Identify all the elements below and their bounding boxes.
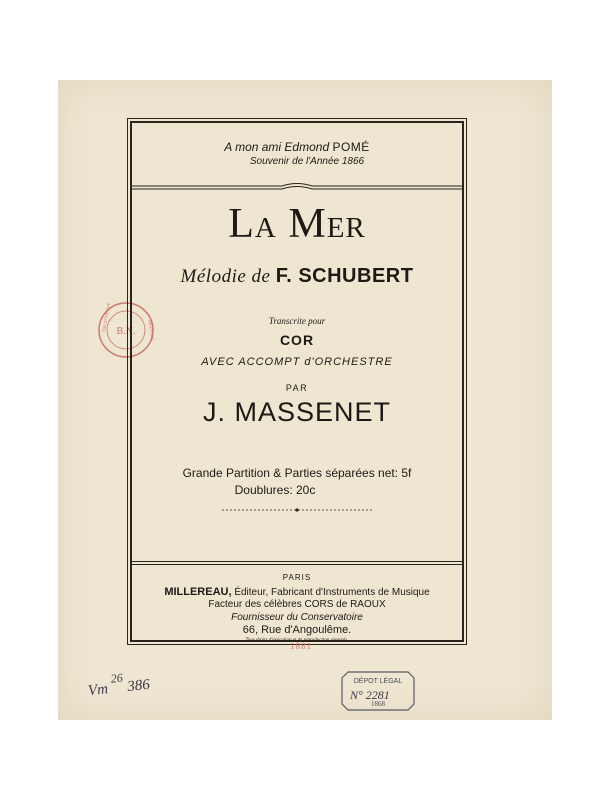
publisher-name: MILLEREAU, [164,586,232,598]
legal-deposit-title: DÉPOT LÉGAL [353,678,403,685]
publisher-city: PARIS [282,573,312,582]
plate-number: 1881 [290,641,312,651]
price-full-score: Grande Partition & Parties séparées net: 5f [182,466,412,480]
library-stamp-left: BIBLIOTHÈQUE [101,302,112,333]
instrument: COR [279,332,315,348]
legal-deposit-year: 1868 [371,700,385,708]
subtitle-prefix: Mélodie de [180,266,271,287]
ornamental-divider [222,507,372,513]
dedication-line [132,140,462,154]
price-doubles: Doublures: 20c [234,483,316,497]
shelfmark-prefix: Vm [87,681,109,700]
by-label: PAR [285,383,309,393]
shelfmark-number: 26 [109,670,124,686]
publisher-rule-bottom [132,564,462,565]
shelfmark-item: 386 [126,676,151,696]
dedicatee-name: POMÉ [332,140,370,154]
shelfmark [87,670,151,700]
legal-deposit-number: N° 2281 [350,688,390,702]
publisher-line [132,586,462,598]
page-title: La Mer [228,201,366,247]
rights-notice: Tous droits d'exécution et de reproduction réservés. [245,638,349,643]
composer-name: F. SCHUBERT [275,265,414,287]
score-title-page [58,80,552,720]
dedication-souvenir: Souvenir de l'Année 1866 [249,156,365,167]
publisher-supplier: Fournisseur du Conservatoire [231,612,363,623]
accompaniment: AVEC ACCOMPT d'ORCHESTRE [201,356,393,368]
library-stamp-center: B.N. [116,326,136,337]
publisher-rule-top [132,561,462,562]
arranger-name: J. MASSENET [202,397,392,427]
dedication-prefix: A mon ami Edmond [224,140,330,154]
publisher-maker: Facteur des célèbres CORS de RAOUX [208,599,386,610]
subtitle [132,265,462,288]
publisher-description: Éditeur, Fabricant d'Instruments de Musique [234,587,430,598]
transcribed-for: Transcrite pour [268,316,326,326]
publisher-address: 66, Rue d'Angoulême. [242,624,352,636]
legal-deposit-stamp [340,670,416,712]
title-frame [130,121,464,642]
library-stamp-right: IMPÉRIALE [147,319,156,342]
